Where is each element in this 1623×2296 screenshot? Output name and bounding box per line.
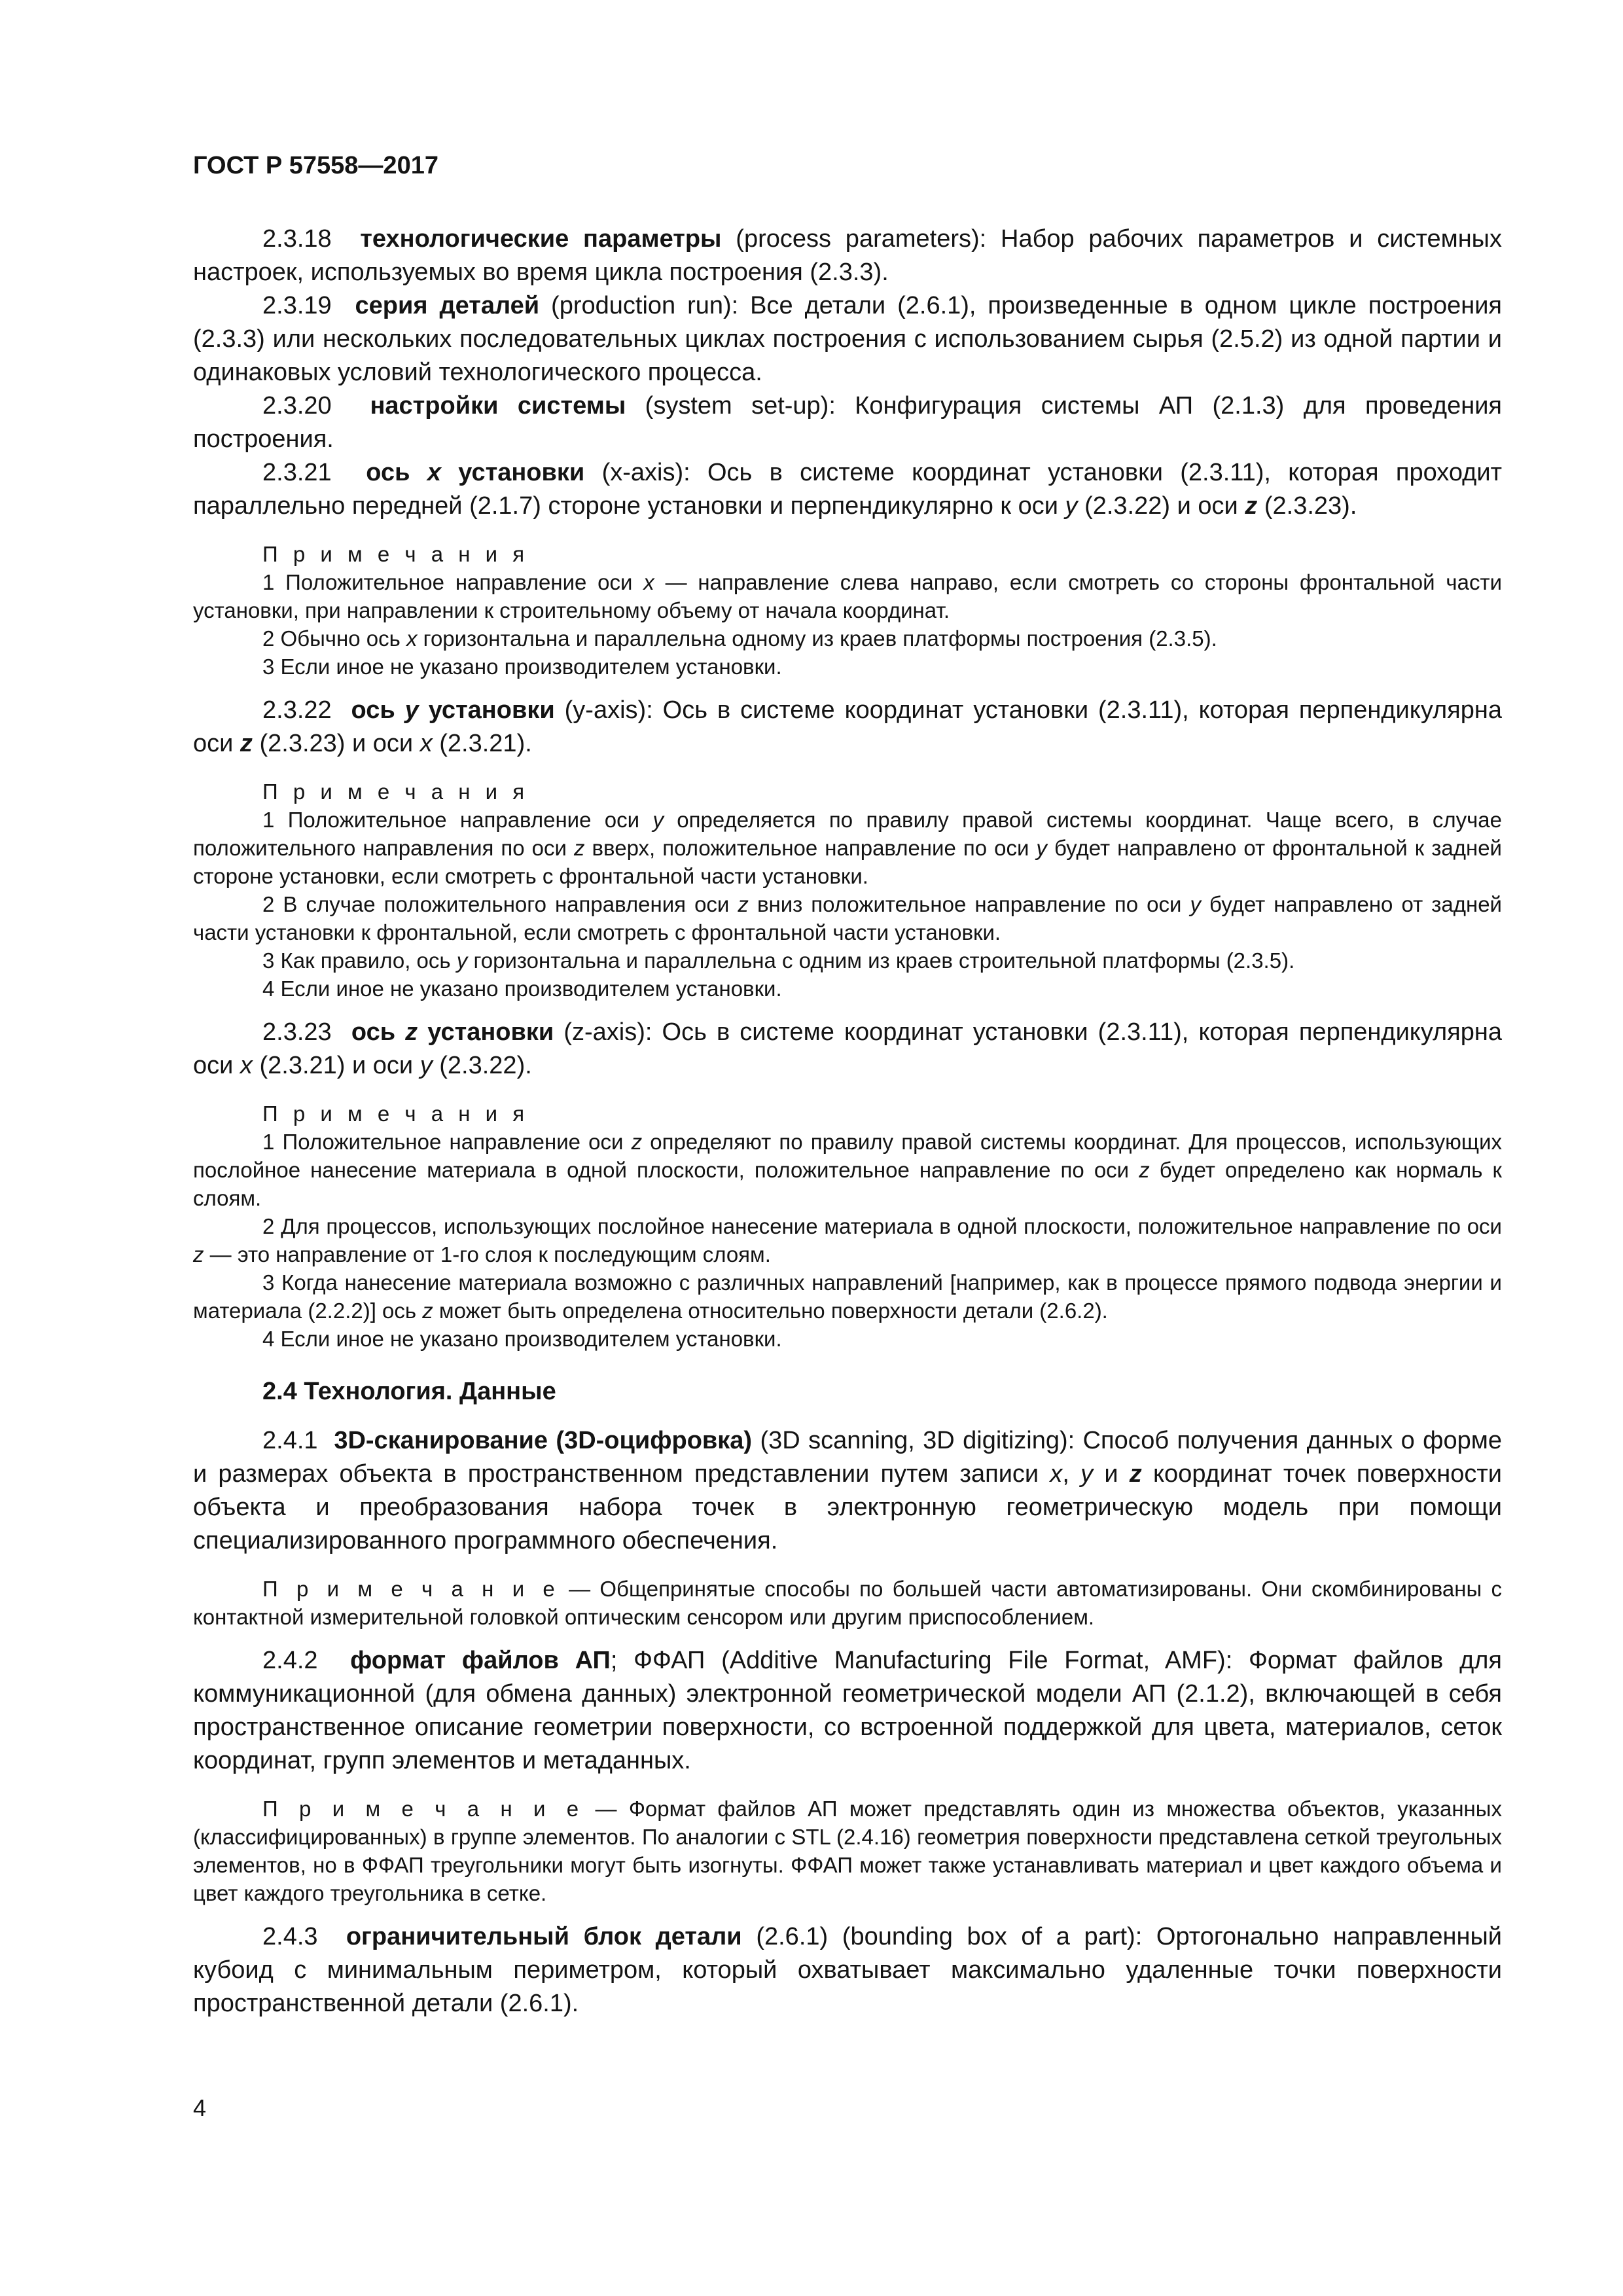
notes-heading: П р и м е ч а н и я <box>262 1102 529 1126</box>
term-number: 2.3.20 <box>262 392 332 420</box>
note-item: 3 Когда нанесение материала возможно с различных направлений [например, как в процессе прямого подвода энергии и материала (2.2.2)] ось z может быть определена относительно поверхности детали (2.6.2). <box>193 1270 1502 1323</box>
note-item: 4 Если иное не указано производителем установки. <box>262 1327 782 1351</box>
note-item: 1 Положительное направление оси x — направление слева направо, если смотреть со стороны фронтальной части установки, при направлении к строительному объему от начала координат. <box>193 570 1502 622</box>
term-definition: (process parameters): Набор рабочих параметров и системных настроек, используемых во время цикла построения (2.3.3). <box>193 225 1502 286</box>
notes-2-3-21 <box>193 540 1502 681</box>
term-2-3-20 <box>193 389 1502 456</box>
term-number: 2.3.22 <box>262 696 332 724</box>
standard-code-header: ГОСТ Р 57558—2017 <box>193 152 438 179</box>
term-number: 2.3.18 <box>262 225 332 253</box>
term-number: 2.3.21 <box>262 459 332 486</box>
term-name: серия деталей <box>355 292 540 319</box>
note-item: П р и м е ч а н и е — Общепринятые способы по большей части автоматизированы. Они скомбинированы с контактной измерительной головкой оптическим сенсором или другим приспособлением. <box>193 1577 1502 1629</box>
term-number: 2.3.19 <box>262 292 332 319</box>
term-2-4-1: 2.4.1 3D-сканирование (3D-оцифровка) (3D scanning, 3D digitizing): Способ получения данных о форме и размерах объекта в пространственном представлении путем записи x, y и z координат точек поверхности объекта и преобразования набора точек в электронную геометрическую модель при помощи специализированного программного обеспечения. <box>193 1427 1502 1554</box>
notes-2-3-23 <box>193 1100 1502 1353</box>
note-item: 2 В случае положительного направления оси z вниз положительное направление по оси y будет направлено от задней части установки к фронтальной, если смотреть с фронтальной части установки. <box>193 892 1502 944</box>
term-2-4-3 <box>193 1920 1502 2020</box>
notes-heading: П р и м е ч а н и я <box>262 542 529 566</box>
term-name: 3D-сканирование (3D-оцифровка) <box>334 1427 753 1454</box>
note-item: 1 Положительное направление оси y определяется по правилу правой системы координат. Чаще всего, в случае положительного направления по оси z вверх, положительное направление по оси y будет направлено от фронтальной к задней стороне установки, если смотреть с фронтальной части установки. <box>193 808 1502 888</box>
note-item: 2 Обычно ось x горизонтальна и параллельна одному из краев платформы построения (2.3.5). <box>262 626 1217 651</box>
term-number: 2.3.23 <box>262 1018 332 1046</box>
note-item: 4 Если иное не указано производителем установки. <box>262 977 782 1001</box>
term-definition: (Additive Manufacturing File Format, AMF): Формат файлов для коммуникационной (для обмена данных) электронной геометрической модели АП (2.1.2), включающей в себя пространственное описание геометрии поверхности, со встроенной поддержкой для цвета, материалов, сеток координат, групп элементов и метаданных. <box>193 1647 1502 1774</box>
notes-2-3-22 <box>193 778 1502 1003</box>
term-name: ось y установки <box>351 696 555 724</box>
term-name: ось z установки <box>351 1018 554 1046</box>
term-2-4-2: 2.4.2 формат файлов АП; ФФАП (Additive Manufacturing File Format, AMF): Формат файлов для коммуникационной (для обмена данных) электронной геометрической модели АП (2.1.2), включающей в себя пространственное описание геометрии поверхности, со встроенной поддержкой для цвета, материалов, сеток координат, групп элементов и метаданных. <box>193 1647 1502 1774</box>
term-definition: (2.6.1) (bounding box of a part): Ортогонально направленный кубоид с минимальным периметром, который охватывает максимально удаленные точки поверхности пространственной детали (2.6.1). <box>193 1923 1502 2017</box>
notes-heading: П р и м е ч а н и я <box>262 780 529 804</box>
note-item: П р и м е ч а н и е — Формат файлов АП может представлять один из множества объектов, указанных (классифицированных) в группе элементов. По аналогии с STL (2.4.16) геометрия поверхности представлена сеткой треугольных элементов, но в ФФАП треугольники могут быть изогнуты. ФФАП может также устанавливать материал и цвет каждого объема и цвет каждого треугольника в сетке. <box>193 1797 1503 1905</box>
section-heading-2-4: 2.4 Технология. Данные <box>262 1378 556 1405</box>
term-number: 2.4.2 <box>262 1647 318 1674</box>
term-2-3-23: 2.3.23 ось z установки (z-axis): Ось в системе координат установки (2.3.11), которая перпендикулярна оси x (2.3.21) и оси y (2.3.22). <box>193 1018 1503 1079</box>
term-definition: (production run): Все детали (2.6.1), произведенные в одном цикле построения (2.3.3) или нескольких последовательных циклах построения с использованием сырья (2.5.2) из одной партии и одинаковых условий технологического процесса. <box>193 292 1502 386</box>
term-2-3-22: 2.3.22 ось y установки (y-axis): Ось в системе координат установки (2.3.11), которая перпендикулярна оси z (2.3.23) и оси x (2.3.21). <box>193 696 1503 757</box>
note-2-4-2 <box>193 1795 1502 1907</box>
term-2-3-19 <box>193 289 1502 389</box>
term-definition: (system set-up): Конфигурация системы АП (2.1.3) для проведения построения. <box>193 392 1503 453</box>
term-number: 2.4.1 <box>262 1427 318 1454</box>
document-page <box>193 151 1502 2020</box>
term-name: технологические параметры <box>360 225 722 253</box>
term-name: формат файлов АП <box>350 1647 611 1674</box>
term-name: ограничительный блок детали <box>346 1923 742 1950</box>
term-2-3-21: 2.3.21 ось x установки (x-axis): Ось в системе координат установки (2.3.11), которая проходит параллельно передней (2.1.7) стороне установки и перпендикулярно к оси y (2.3.22) и оси z (2.3.23). <box>193 459 1502 520</box>
term-name: ось x установки <box>366 459 585 486</box>
term-name: настройки системы <box>370 392 626 420</box>
term-number: 2.4.3 <box>262 1923 318 1950</box>
note-item: 2 Для процессов, использующих послойное нанесение материала в одной плоскости, положительное направление по оси z — это направление от 1-го слоя к последующим слоям. <box>193 1214 1502 1266</box>
note-item: 3 Как правило, ось y горизонтальна и параллельна с одним из краев строительной платформы (2.3.5). <box>262 948 1295 973</box>
note-item: 3 Если иное не указано производителем установки. <box>262 655 782 679</box>
note-2-4-1 <box>193 1575 1502 1631</box>
term-2-3-18 <box>193 223 1502 289</box>
note-item: 1 Положительное направление оси z определяют по правилу правой системы координат. Для процессов, использующих послойное нанесение материала в одной плоскости, положительное направление по оси z будет определено как нормаль к слоям. <box>193 1130 1503 1210</box>
page-number: 4 <box>193 2094 207 2121</box>
